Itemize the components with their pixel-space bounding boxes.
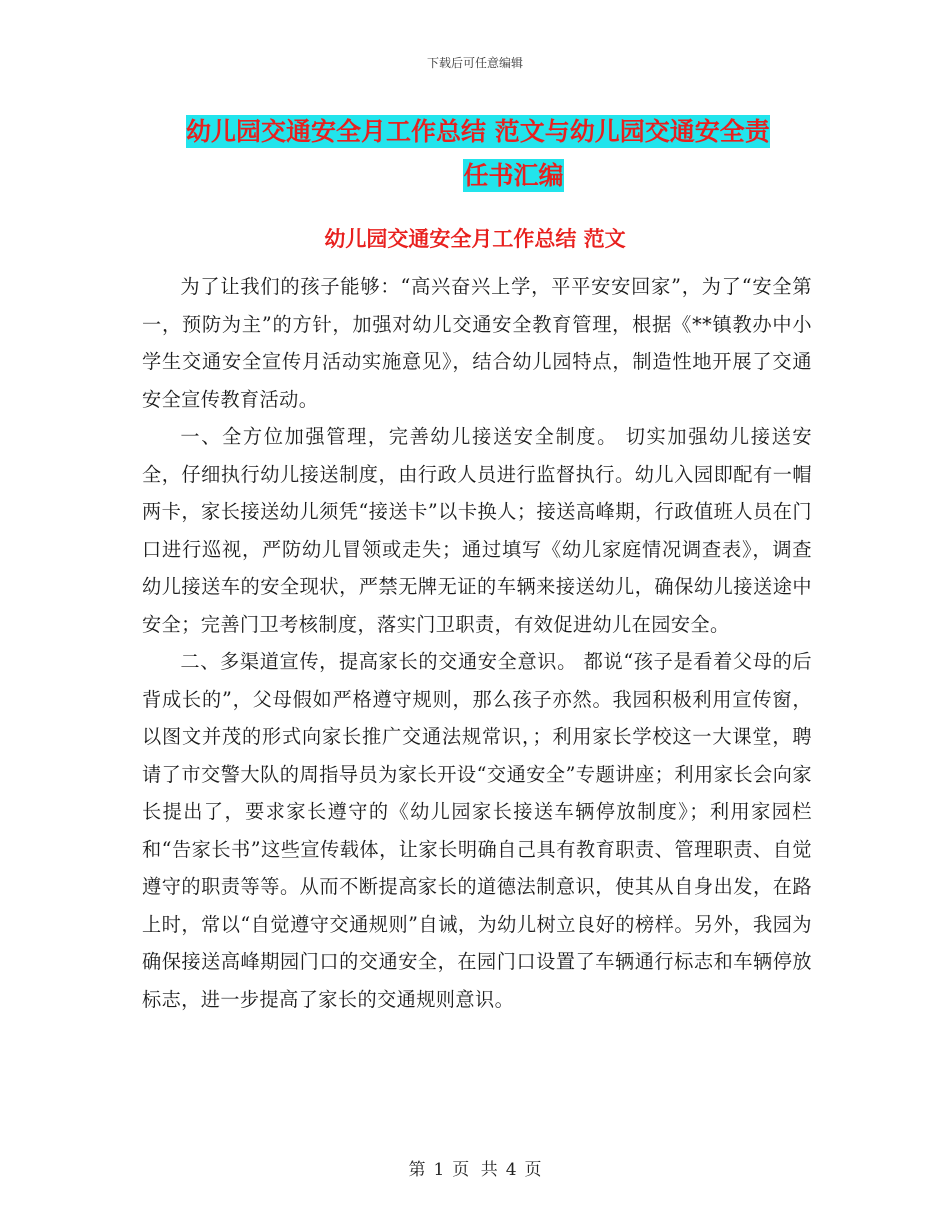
paragraph: 二、多渠道宣传，提高家长的交通安全意识。 都说“孩子是看着父母的后背成长的”，父母假如严格遵守规则，那么孩子亦然。我园积极利用宣传窗，以图文并茂的形式向家长推广交通法规常识，；利用家长学校这一大课堂，聘请了市交警大队的周指导员为家长开设“交通安全”专题讲座；利用家长会向家长提出了，要求家长遵守的《幼儿园家长接送车辆停放制度》；利用家园栏和“告家长书”这些宣传载体，让家长明确自己具有教育职责、管理职责、自觉遵守的职责等等。从而不断提高家长的道德法制意识，使其从自身出发，在路上时，常以“自觉遵守交通规则”自诫，为幼儿树立良好的榜样。另外，我园为确保接送高峰期园门口的交通安全，在园门口设置了车辆通行标志和车辆停放标志，进一步提高了家长的交通规则意识。	[142, 650, 812, 1011]
page-footer	[0, 1155, 950, 1180]
footer-total-pages: 4	[505, 1160, 517, 1180]
footer-page-number: 1	[433, 1160, 445, 1180]
footer-prefix: 第	[408, 1160, 426, 1180]
paragraph: 一、全方位加强管理，完善幼儿接送安全制度。 切实加强幼儿接送安全，仔细执行幼儿接送制度，由行政人员进行监督执行。幼儿入园即配有一帽两卡，家长接送幼儿须凭“接送卡”以卡换人；接送高峰期，行政值班人员在门口进行巡视，严防幼儿冒领或走失；通过填写《幼儿家庭情况调查表》，调查幼儿接送车的安全现状，严禁无牌无证的车辆来接送幼儿，确保幼儿接送途中安全；完善门卫考核制度，落实门卫职责，有效促进幼儿在园安全。	[142, 425, 812, 636]
document-body	[142, 268, 812, 1018]
header-note: 下载后可任意编辑	[426, 56, 523, 70]
section-title: 幼儿园交通安全月工作总结 范文	[324, 226, 626, 251]
title-line-2: 任书汇编	[463, 161, 564, 190]
footer-suffix: 页	[524, 1160, 542, 1180]
paragraph: 为了让我们的孩子能够：“高兴奋兴上学，平平安安回家”，为了“安全第一，预防为主”的方针，加强对幼儿交通安全教育管理，根据《**镇教办中小学生交通安全宣传月活动实施意见》，结合幼儿园特点，制造性地开展了交通安全宣传教育活动。	[142, 275, 812, 411]
title-line-1: 幼儿园交通安全月工作总结 范文与幼儿园交通安全责	[186, 117, 770, 146]
footer-mid: 页 共	[452, 1160, 498, 1180]
document-title	[186, 110, 811, 198]
